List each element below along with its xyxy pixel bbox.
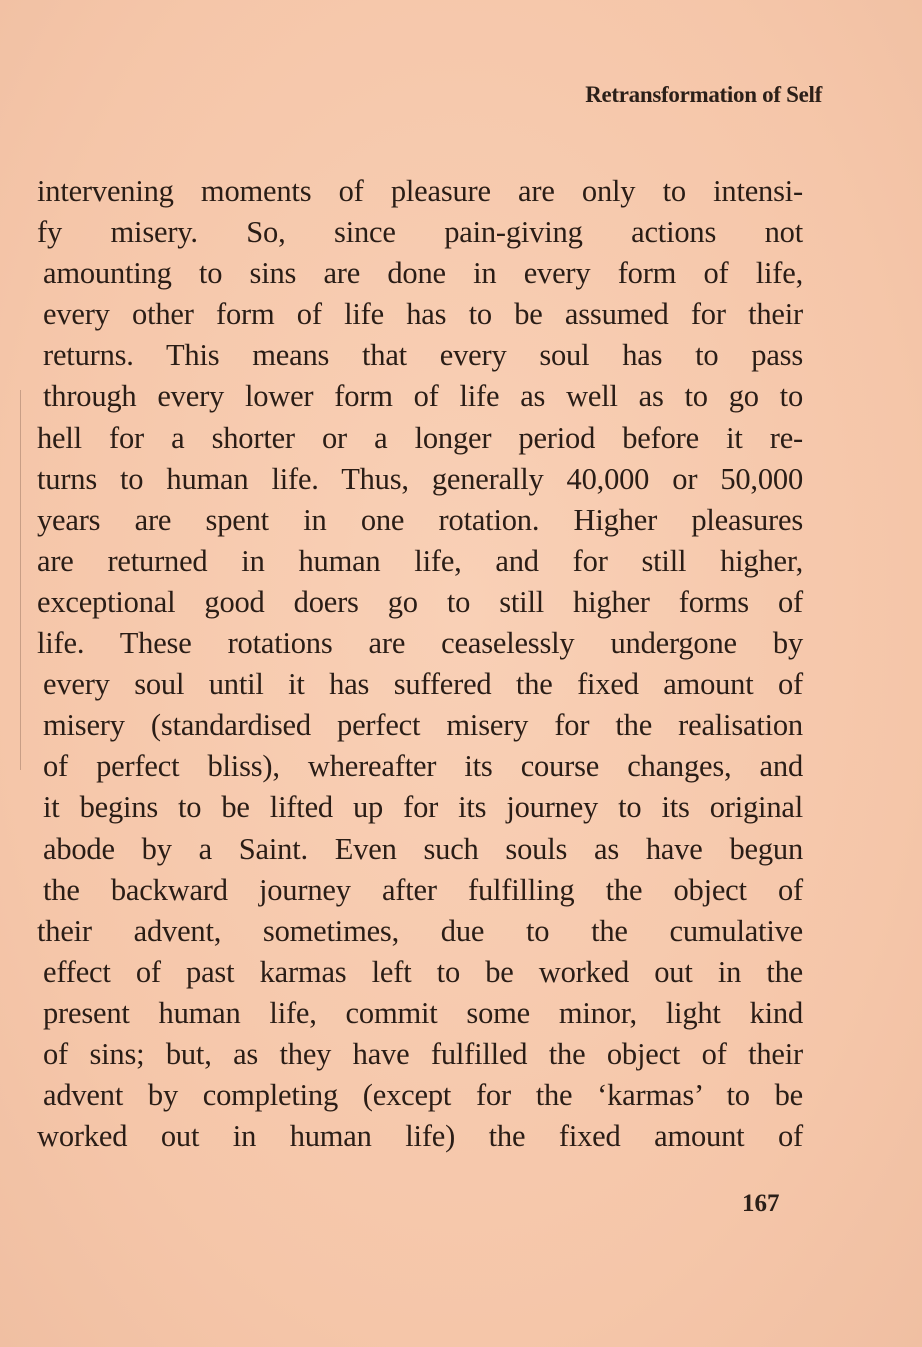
text-line: the backward journey after fulfilling the object of: [43, 872, 803, 907]
text-line: effect of past karmas left to be worked out in the: [43, 954, 803, 989]
text-line: every soul until it has suffered the fixed amount of: [43, 667, 803, 702]
text-line: are returned in human life, and for still higher,: [37, 543, 803, 578]
text-line: abode by a Saint. Even such souls as have begun: [43, 831, 803, 866]
text-line: of sins; but, as they have fulfilled the object of their: [43, 1036, 803, 1071]
text-line: turns to human life. Thus, generally 40,000 or 50,000: [37, 461, 803, 496]
margin-rule: [20, 390, 21, 770]
text-line: present human life, commit some minor, light kind: [43, 995, 803, 1030]
text-line: fy misery. So, since pain-giving actions not: [37, 215, 803, 250]
text-line: amounting to sins are done in every form of life,: [43, 256, 803, 291]
text-line: through every lower form of life as well as to go to: [43, 379, 803, 414]
text-line: worked out in human life) the fixed amount of: [37, 1119, 803, 1154]
text-line: intervening moments of pleasure are only to intensi-: [37, 174, 803, 208]
body-text: [37, 171, 803, 1157]
text-line: their advent, sometimes, due to the cumulative: [37, 913, 803, 948]
text-line: of perfect bliss), whereafter its course changes, and: [43, 749, 803, 784]
text-line: returns. This means that every soul has to pass: [43, 338, 803, 373]
text-line: every other form of life has to be assumed for their: [43, 297, 803, 332]
text-line: it begins to be lifted up for its journey to its original: [43, 790, 803, 825]
running-head: Retransformation of Self: [585, 82, 822, 107]
text-line: hell for a shorter or a longer period before it re-: [37, 420, 803, 455]
text-line: years are spent in one rotation. Higher pleasures: [37, 502, 803, 537]
text-line: misery (standardised perfect misery for the realisation: [43, 708, 803, 743]
text-line: advent by completing (except for the ‘karmas’ to be: [43, 1078, 803, 1113]
text-line: exceptional good doers go to still higher forms of: [37, 584, 803, 619]
text-line: life. These rotations are ceaselessly undergone by: [37, 626, 803, 661]
page-number: 167: [742, 1190, 780, 1217]
